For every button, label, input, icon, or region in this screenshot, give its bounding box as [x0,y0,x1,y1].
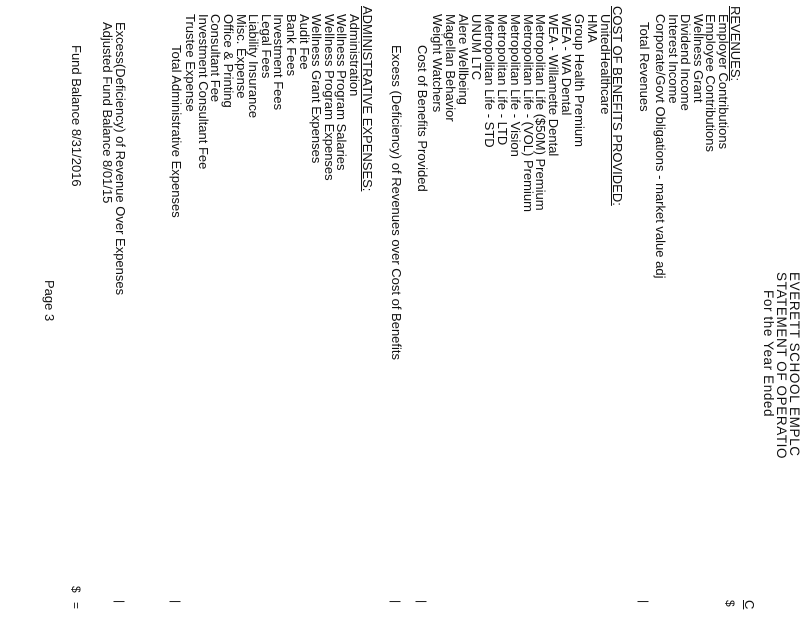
administrative-heading: ADMINISTRATIVE EXPENSES: [360,6,375,192]
administrative-total-rule: | [169,600,183,604]
header-line-2: STATEMENT OF OPERATIO [774,272,789,460]
adm-item: Consultant Fee [208,14,224,103]
cob-item: Metropolitan Life ($50M) Premium [533,14,549,211]
cob-item: WEA - Willamette Dental [546,14,562,157]
rev-item: Dividend Income [678,14,694,111]
excess-over-benefits-label: Excess (Deficiency) of Revenues over Cost of Benefits [389,45,404,361]
total-revenues-label: Total Revenues [637,22,652,112]
cost-of-benefits-total-label: Cost of Benefits Provided [415,45,430,192]
cost-of-benefits-heading: COST OF BENEFITS PROVIDED: [610,6,625,206]
adm-item: Wellness Program Salaries [334,14,350,171]
cob-item: Weight Watchers [430,14,446,113]
cob-item: UNUM LTC [469,14,484,81]
total-revenues-rule: | [637,600,651,604]
cost-of-benefits-rule: | [415,600,429,604]
rev-item: Interest Income [665,14,681,104]
adm-item: Misc. Expense [233,14,249,99]
adm-item: Administration [347,14,362,97]
adm-item: Bank Fees [284,14,299,77]
header-line-1: EVERETT SCHOOL EMPLC [787,272,802,457]
cob-item: Alere Wellbeing [456,14,472,105]
adjusted-fund-balance-label: Adjusted Fund Balance 8/01/15 [100,22,115,204]
column-marker: C [742,600,757,610]
rev-item: Employee Contributions [703,14,719,153]
administrative-total-label: Total Administrative Expenses [169,45,184,218]
cob-item: WEA - WA Dental [559,14,575,116]
fund-balance-label: Fund Balance 8/31/2016 [69,45,84,187]
adm-item: Office & Printing [221,14,236,108]
rev-item: Corporate/Govt Obligations - market value adj [653,14,668,279]
revenues-currency: $ [723,600,737,607]
cob-item: HMA [585,14,601,43]
fund-balance-double-rule: = [69,602,83,610]
adm-item: Investment Consultant Fee [195,14,211,170]
adm-item: Legal Fees [258,14,274,79]
header-line-3: For the Year Ended [761,290,776,418]
excess-over-expenses-label: Excess(Deficiency) of Revenue Over Expenses [113,22,128,296]
adm-item: Wellness Grant Expenses [309,14,325,164]
adm-item: Liability Insurance [246,14,262,119]
cob-item: Metropolitan Life - (VOL) Premium [520,14,536,212]
cob-item: Metropolitan Life - Vision [507,14,523,157]
page-number: Page 3 [42,280,57,322]
adm-item: Audit Fee [296,14,312,70]
cob-item: Metropolitan Life - STD [481,14,497,148]
adm-item: Investment Fees [271,14,287,111]
cob-item: Group Health Premium [572,14,588,147]
fund-balance-currency: $ [69,586,83,593]
excess-over-expenses-rule: | [113,600,127,604]
excess-over-benefits-rule: | [389,600,403,604]
cob-item: Magellan Behavior [443,14,459,122]
adm-item: Trustee Expense [183,14,199,112]
rev-item: Wellness Grant [690,14,706,103]
rev-item: Employer Contributions [716,14,731,150]
cob-item: UnitedHealthcare [598,14,613,115]
adm-item: Wellness Program Expenses [321,14,337,181]
cob-item: Metropolitan Life - LTD [494,14,510,146]
revenues-heading: REVENUES: [728,6,743,82]
